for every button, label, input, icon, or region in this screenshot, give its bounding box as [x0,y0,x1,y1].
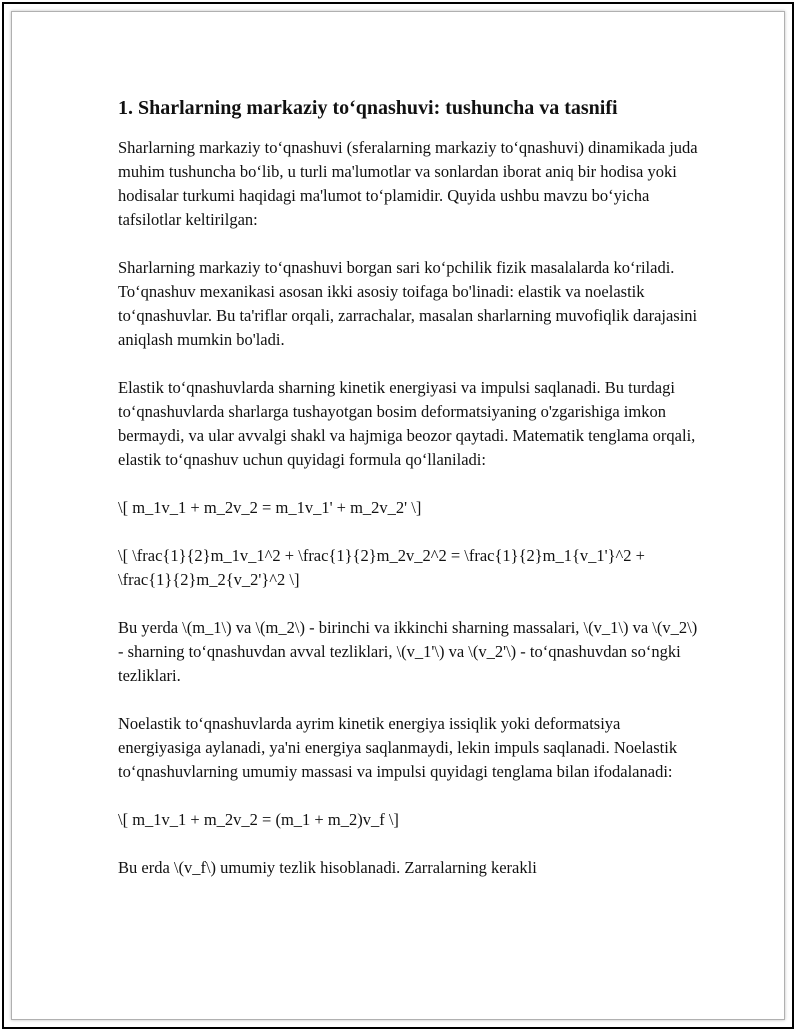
section-title: 1. Sharlarning markaziy to‘qnashuvi: tushuncha va tasnifi [118,97,618,119]
formula-inelastic: \[ m_1v_1 + m_2v_2 = (m_1 + m_2)v_f \] [118,810,399,829]
paragraph-categories: Sharlarning markaziy to‘qnashuvi borgan sari ko‘pchilik fizik masalalarda ko‘riladi. To‘qnashuv mexanikasi asosan ikki asosiy toifaga bo'linadi: elastik va noelastik to‘qnashuvlar. Bu ta'riflar orqali, zarrachalar, masalan sharlarning muvofiqlik darajasini aniqlash mumkin bo'ladi. [118,258,698,349]
paragraph-elastic: Elastik to‘qnashuvlarda sharning kinetik energiyasi va impulsi saqlanadi. Bu turdagi to‘qnashuvlarda sharlarga tushayotgan bosim deformatsiyaning o'zgarishiga imkon bermaydi, va ular avvalgi shakl va hajmiga beozor qaytadi. Matematik tenglama orqali, elastik to‘qnashuv uchun quyidagi formula qo‘llaniladi: [118,378,696,469]
formula-momentum: \[ m_1v_1 + m_2v_2 = m_1v_1' + m_2v_2' \] [118,498,422,517]
document-body [118,94,698,904]
formula-energy: \[ \frac{1}{2}m_1v_1^2 + \frac{1}{2}m_2v_2^2 = \frac{1}{2}m_1{v_1'}^2 + \frac{1}{2}m_2{v_2'}^2 \] [118,546,645,589]
paragraph-variables: Bu yerda \(m_1\) va \(m_2\) - birinchi va ikkinchi sharning massalari, \(v_1\) va \(v_2\) - sharning to‘qnashuvdan avval tezliklari, \(v_1'\) va \(v_2'\) - to‘qnashuvdan so‘ngki tezliklari. [118,618,698,685]
paragraph-inelastic: Noelastik to‘qnashuvlarda ayrim kinetik energiya issiqlik yoki deformatsiya energiyasiga aylanadi, ya'ni energiya saqlanmaydi, lekin impuls saqlanadi. Noelastik to‘qnashuvlarning umumiy massasi va impulsi quyidagi tenglama bilan ifodalanadi: [118,714,678,781]
paragraph-intro: Sharlarning markaziy to‘qnashuvi (sferalarning markaziy to‘qnashuvi) dinamikada juda muhim tushuncha bo‘lib, u turli ma'lumotlar va sonlardan iborat aniq bir hodisa yoki hodisalar turkumi haqidagi ma'lumot to‘plamidir. Quyida ushbu mavzu bo‘yicha tafsilotlar keltirilgan: [118,138,698,229]
paragraph-final: Bu erda \(v_f\) umumiy tezlik hisoblanadi. Zarralarning kerakli [118,858,537,877]
